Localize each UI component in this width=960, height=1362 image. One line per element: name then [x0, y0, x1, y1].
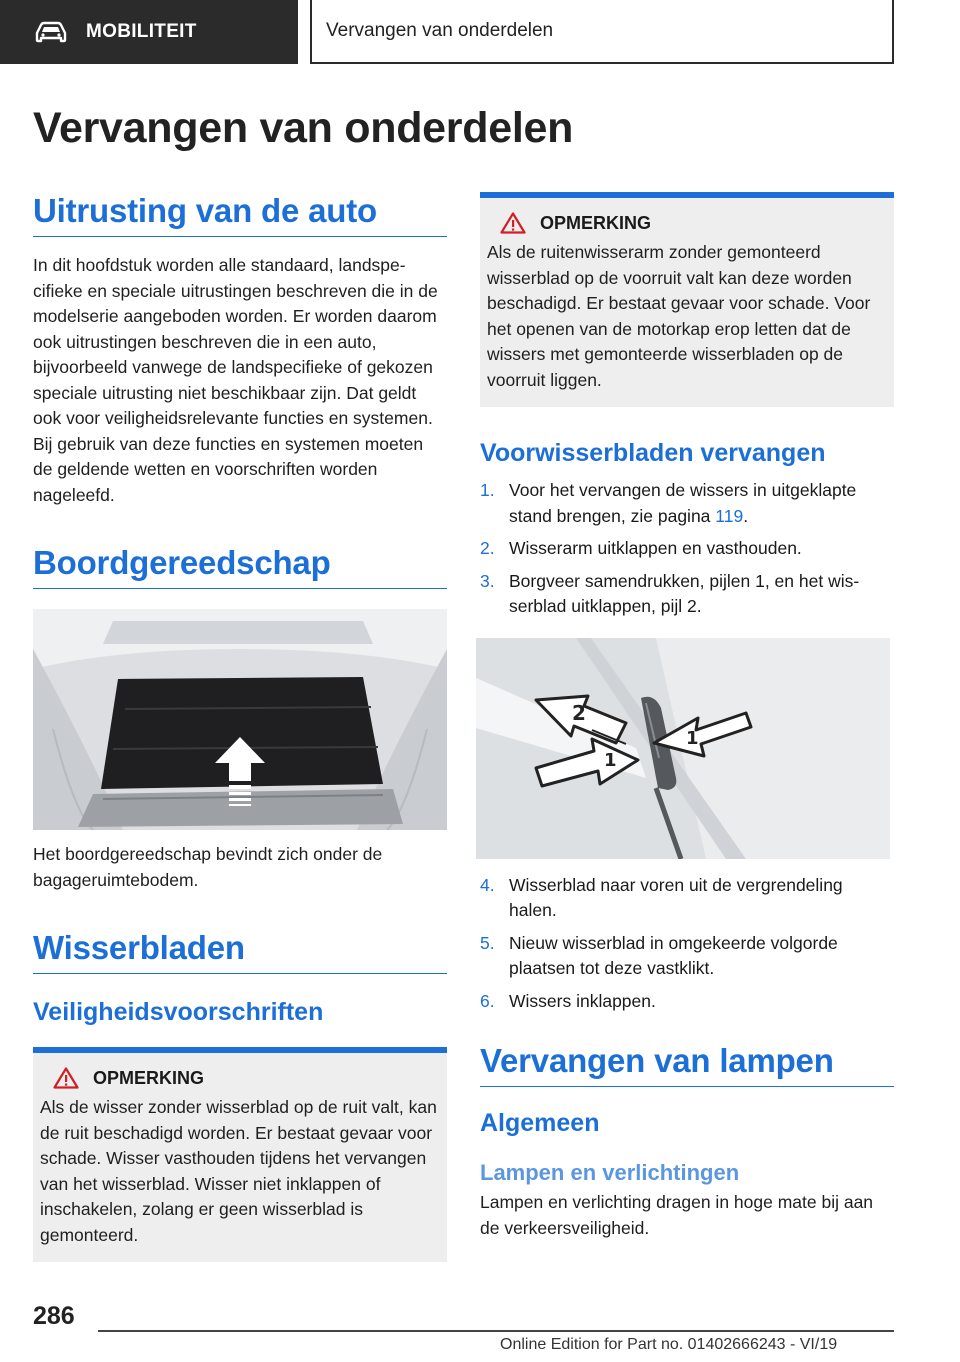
list-item: 6. Wissers inklappen. [480, 990, 656, 1011]
warning-icon [53, 1067, 79, 1089]
note-left-text: Als de wisser zonder wisserblad op de ruit valt, kan de ruit beschadigd worden. Er bestaat gevaar voor schade. Wisser vasthouden tijdens het vervangen van het wisserblad. Wisser niet inklappen of inschakelen, zolang er geen wisserblad is gemonteerd. [40, 1097, 437, 1245]
wiper-image [476, 638, 890, 859]
list-item: 3. Borgveer samendrukken, pijlen 1, en het wisserblad uitklappen, pijl 2. [480, 570, 860, 616]
list-item: 5. Nieuw wisserblad in omgekeerde volgorde plaatsen tot deze vastklikt. [480, 932, 838, 978]
note-left-title-text: OPMERKING [93, 1067, 205, 1088]
text-uitrusting: In dit hoofdstuk worden alle standaard, landspecifieke en speciale uitrustingen beschreven die in de modelserie aangeboden worden. Er worden daarom ook uitrustingen beschreven die in een auto, bijvoorbeeld vanwege de landspecifieke of gekozen speciale uitrusting niet beschikbaar zijn. Dat geldt ook voor veiligheidsrelevante functies en systemen. Bij gebruik van deze functies en systemen moeten de geldende wetten en voorschriften worden nageleefd. [33, 255, 438, 505]
page-number: 286 [33, 1302, 75, 1330]
header-section [0, 0, 298, 64]
footer-divider [98, 1330, 894, 1332]
note-right-text: Als de ruitenwisserarm zonder gemonteerd wisserblad op de voorruit valt kan deze worden beschadigd. Er bestaat gevaar voor schade. Voor het openen van de motorkap erop letten dat de wissers met gemonteerde wisserbladen op de voorruit liggen. [487, 242, 871, 390]
list-item: 4. Wisserblad naar voren uit de vergrendeling halen. [480, 874, 843, 920]
trunk-illustration [33, 609, 447, 830]
page-link[interactable]: 119 [715, 505, 744, 526]
note-left [33, 1047, 447, 1262]
page-title: Vervangen van onderdelen [33, 104, 574, 152]
list-item: 2. Wisserarm uitklappen en vasthouden. [480, 538, 802, 558]
warning-icon [500, 212, 526, 234]
trunk-image [33, 609, 447, 830]
svg-text:1: 1 [686, 727, 699, 749]
header-section-label: MOBILITEIT [86, 21, 197, 42]
car-icon [34, 21, 68, 43]
svg-text:1: 1 [604, 749, 617, 771]
right-column [480, 192, 894, 1241]
wiper-illustration [476, 638, 890, 859]
text-lampen: Lampen en verlichting dragen in hoge mate bij aan de verkeersveiligheid. [480, 1192, 874, 1238]
left-column [33, 192, 447, 1262]
heading-uitrusting: Uitrusting van de auto [33, 192, 447, 237]
heading-lampen: Vervangen van lampen [480, 1042, 894, 1087]
heading-veiligheidsvoorschriften: Veiligheidsvoorschriften [33, 998, 324, 1026]
note-right-title [487, 212, 886, 234]
caption-boordgereedschap: Het boordgereedschap bevindt zich onder de bagageruimtebodem. [33, 844, 383, 890]
footer-edition: Online Edition for Part no. 01402666243 - VI/19 [500, 1336, 838, 1353]
header-chapter-label: Vervangen van onderdelen [326, 20, 554, 41]
list-item: 1. Voor het vervangen de wissers in uitgeklapte stand brengen, zie pagina 119. [480, 480, 857, 526]
heading-algemeen: Algemeen [480, 1109, 600, 1137]
note-right [480, 192, 894, 407]
heading-voorwisserbladen: Voorwisserbladen vervangen [480, 439, 826, 467]
svg-text:2: 2 [572, 700, 586, 725]
steps-list-b [480, 873, 894, 1015]
header-chapter [310, 0, 894, 64]
heading-lampen-verlichtingen: Lampen en verlichtingen [480, 1160, 740, 1185]
steps-list-a [480, 478, 894, 620]
heading-boordgereedschap: Boordgereedschap [33, 544, 447, 589]
note-right-title-text: OPMERKING [540, 212, 652, 233]
note-left-title [40, 1067, 439, 1089]
heading-wisserbladen: Wisserbladen [33, 929, 447, 974]
